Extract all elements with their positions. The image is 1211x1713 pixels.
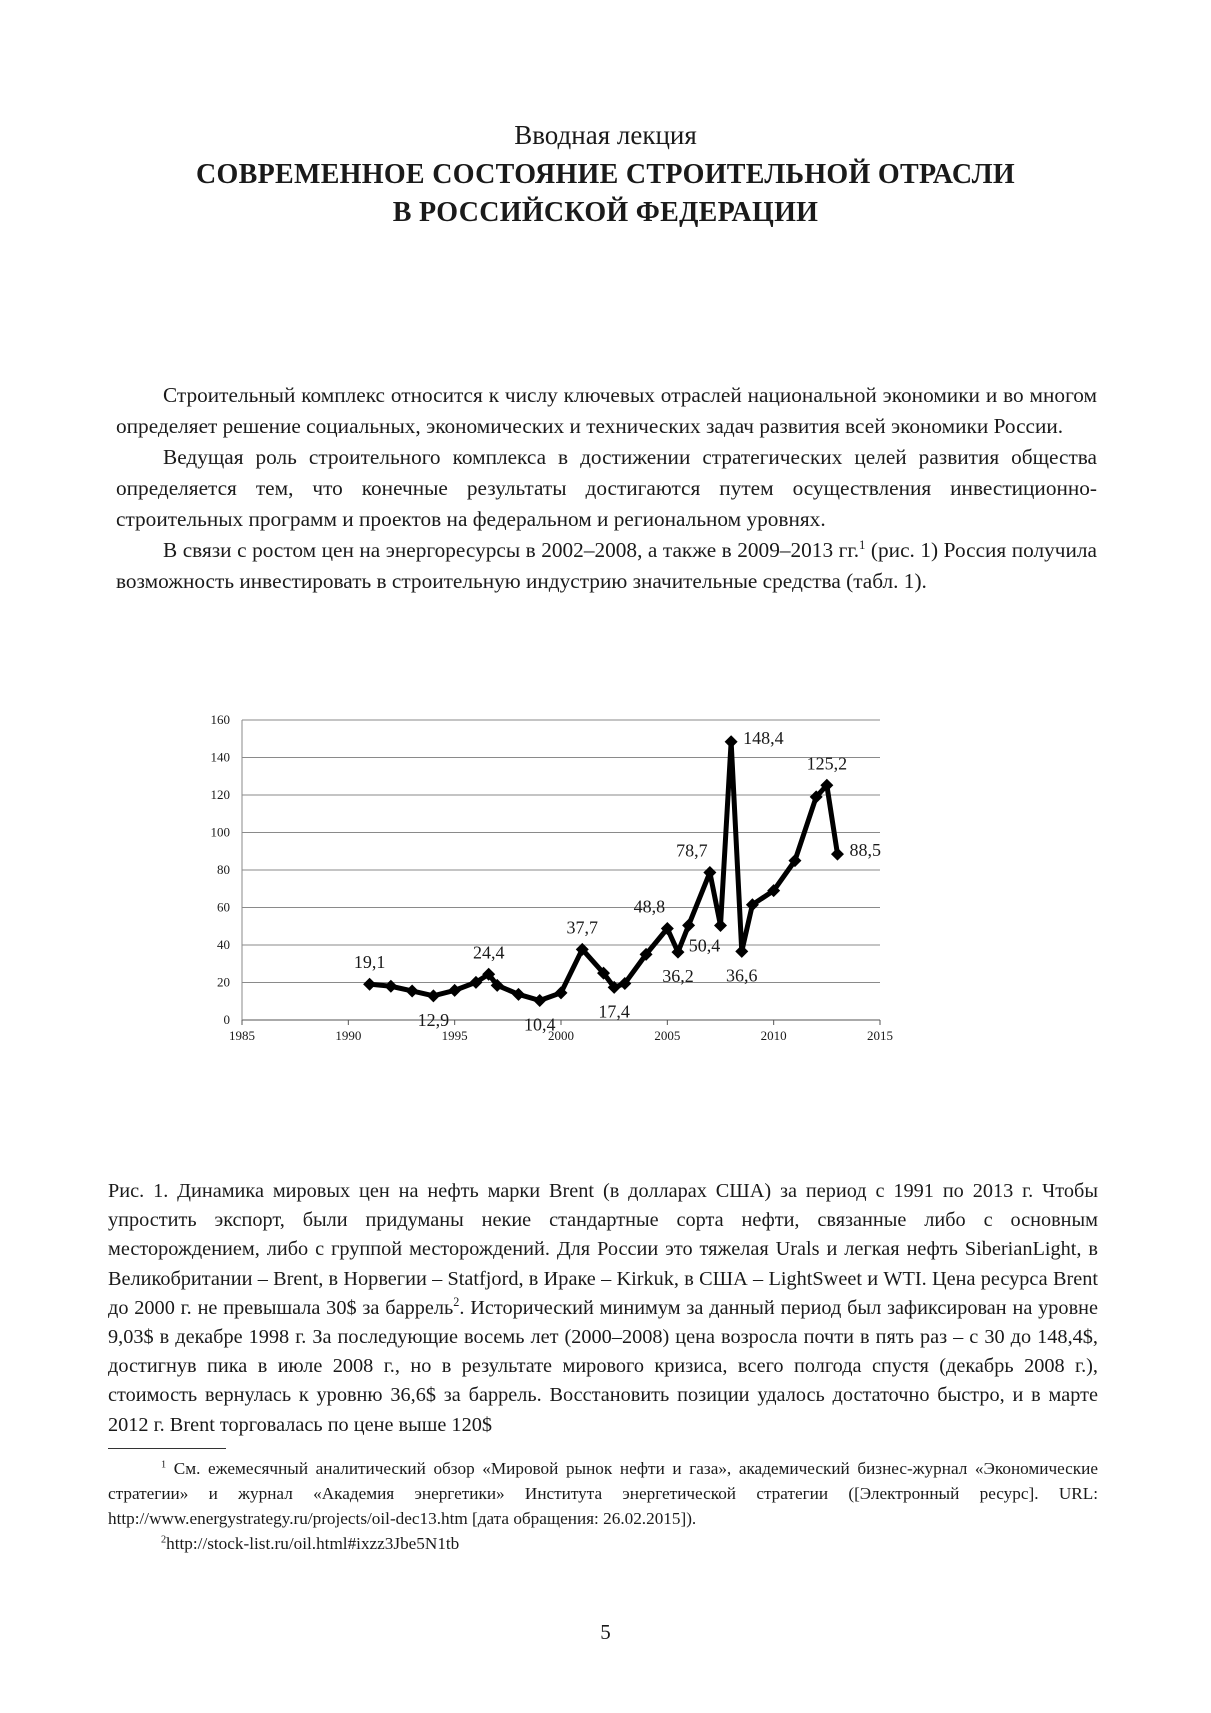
y-tick-label: 40: [217, 937, 230, 952]
x-tick-label: 2005: [654, 1028, 681, 1043]
y-tick-label: 0: [223, 1012, 230, 1027]
data-label: 36,6: [726, 965, 758, 986]
y-tick-label: 160: [210, 712, 230, 727]
x-tick-label: 1990: [335, 1028, 362, 1043]
figure-caption: [108, 1177, 1098, 1440]
y-tick-label: 100: [210, 824, 230, 840]
data-label: 37,7: [566, 917, 599, 938]
data-point-marker: [703, 866, 716, 879]
data-label: 10,4: [523, 1014, 556, 1035]
data-point-marker: [682, 919, 695, 932]
y-tick-label: 80: [217, 862, 230, 877]
data-point-marker: [384, 980, 397, 993]
data-point-marker: [406, 984, 419, 997]
data-point-marker: [714, 919, 727, 932]
x-tick-label: 2015: [867, 1028, 893, 1043]
data-label: 19,1: [353, 952, 386, 973]
y-tick-label: 20: [217, 974, 230, 990]
footnote-1: [108, 1456, 1098, 1531]
footnote-1-mark: 1: [161, 1459, 167, 1471]
footnote-ref-1[interactable]: 1: [859, 537, 866, 552]
lecture-subtitle: Вводная лекция: [514, 120, 697, 150]
page-header: [0, 118, 1211, 232]
brent-price-chart: [210, 690, 920, 1070]
data-point-marker: [363, 978, 376, 991]
footnote-ref-2[interactable]: 2: [453, 1295, 460, 1310]
paragraph-1: Строительный комплекс относится к числу ключевых отраслей национальной экономики и во многом определяет решение социальных, экономических и технических задач развития всей экономики России.: [116, 383, 1097, 438]
data-label: 24,4: [472, 942, 505, 963]
footnote-divider: [108, 1448, 226, 1449]
data-label: 17,4: [598, 1001, 630, 1022]
data-label: 78,7: [676, 840, 708, 861]
data-point-marker: [831, 848, 844, 861]
footnote-1-text: См. ежемесячный аналитический обзор «Мировой рынок нефти и газа», академический бизнес-журнал «Экономические стратегии» и журнал «Академия энергетики» Института энергетической стратегии ([Электронный ресурс]. URL: http://www.energystrategy.ru/projects/oil-dec13.htm [дата обращения: 26.02.2015]).: [108, 1459, 1098, 1528]
caption-text-b: . Исторический минимум за данный период был зафиксирован на уровне 9,03$ в декабре 1998 г. За последующие восемь лет (2000–2008) цена возросла почти в пять раз – с 30 до 148,4$, достигнув пика в июле 2008 г., но в результате мирового кризиса, всего полгода спустя (декабрь 2008 г.), стоимость вернулась к уровню 36,6$ за баррель. Восстановить позиции удалось достаточно быстро, и в марте 2012 г. Brent торговалась по цене выше 120$: [108, 1296, 1099, 1436]
data-point-marker: [427, 989, 440, 1002]
x-tick-label: 1985: [229, 1028, 255, 1043]
page-number: 5: [600, 1620, 611, 1644]
title-line-2: В РОССИЙСКОЙ ФЕДЕРАЦИИ: [392, 197, 819, 228]
data-label: 50,4: [688, 935, 721, 956]
data-point-marker: [735, 945, 748, 958]
x-tick-label: 2000: [548, 1028, 574, 1043]
data-label: 48,8: [633, 896, 666, 917]
footnote-2: [108, 1531, 1098, 1556]
caption-text-a: Рис. 1. Динамика мировых цен на нефть марки Brent (в долларах США) за период с 1991 по 2013 г. Чтобы упростить экспорт, были придуманы некие стандартные сорта нефти, связанные либо с основным месторождением, либо с группой месторождений. Для России это тяжелая Urals и легкая нефть SiberianLight, в Великобритании – Brent, в Норвегии – Statfjord, в Ираке – Kirkuk, в США – LightSweet и WTI. Цена ресурса Brent до 2000 г. не превышала 30$ за баррель: [108, 1180, 1098, 1319]
body-text: [116, 380, 1097, 597]
paragraph-3: [116, 535, 1097, 597]
data-point-marker: [725, 735, 738, 748]
y-tick-label: 140: [210, 749, 230, 765]
data-label: 125,2: [806, 753, 848, 774]
y-tick-label: 60: [217, 899, 230, 915]
footnote-2-link[interactable]: http://stock-list.ru/oil.html#ixzz3Jbe5N1tb: [166, 1534, 460, 1553]
paragraph-2: Ведущая роль строительного комплекса в достижении стратегических целей развития общества определяется тем, что конечные результаты достигаются путем осуществления инвестиционно-строительных программ и проектов на федеральном и региональном уровнях.: [116, 445, 1097, 531]
data-point-marker: [533, 994, 546, 1007]
series-line-brent: [370, 742, 838, 1001]
data-label: 12,9: [417, 1009, 450, 1030]
data-point-marker: [448, 984, 461, 997]
lecture-title: [0, 156, 1211, 232]
paragraph-3-b: (рис. 1) Россия получила возможность инвестировать в строительную индустрию значительные средства (табл. 1).: [116, 538, 1097, 593]
data-label: 88,5: [849, 840, 881, 861]
x-tick-label: 1995: [441, 1028, 468, 1043]
data-label: 148,4: [743, 727, 784, 748]
footnotes: [108, 1456, 1098, 1556]
data-label: 36,2: [662, 966, 694, 987]
x-tick-label: 2010: [760, 1028, 787, 1043]
paragraph-3-a: В связи с ростом цен на энергоресурсы в 2002–2008, а также в 2009–2013 гг.: [163, 538, 860, 562]
footnote-2-mark: 2: [161, 1534, 167, 1546]
y-tick-label: 120: [210, 787, 230, 802]
title-line-1: СОВРЕМЕННОЕ СОСТОЯНИЕ СТРОИТЕЛЬНОЙ ОТРАСЛИ: [196, 159, 1015, 190]
